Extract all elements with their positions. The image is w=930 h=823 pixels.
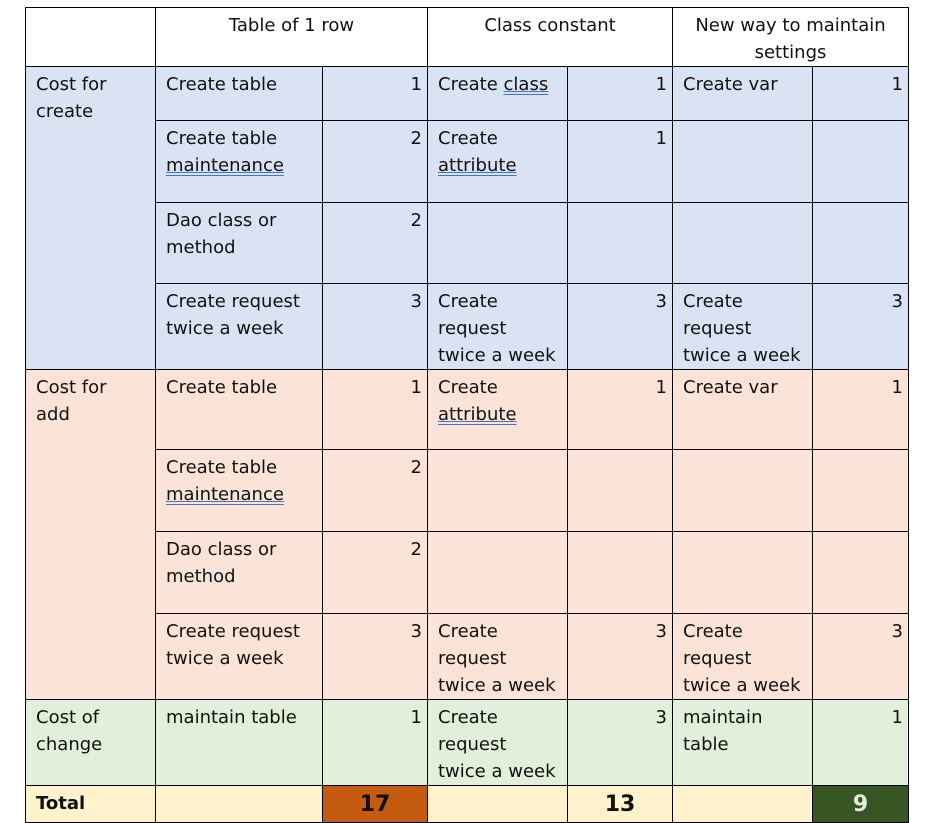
table-cell: Create attribute: [428, 121, 568, 203]
corner-cell: [26, 8, 156, 67]
table-cell: Create class: [428, 67, 568, 121]
table-cell-value: 3: [568, 284, 673, 370]
table-cell-value: 3: [568, 614, 673, 700]
table-row: [26, 450, 909, 532]
table-cell: [673, 450, 813, 532]
table-cell: [428, 450, 568, 532]
table-cell-value: 3: [813, 284, 909, 370]
table-cell: Create table maintenance: [156, 121, 323, 203]
table-cell: [673, 532, 813, 614]
table-cell-value: 1: [568, 370, 673, 450]
table-cell-value: 1: [813, 370, 909, 450]
total-new-way: 9: [813, 786, 909, 823]
total-spacer: [156, 786, 323, 823]
table-cell: Create request twice a week: [428, 614, 568, 700]
table-cell-value: [568, 203, 673, 284]
table-row: [26, 203, 909, 284]
table-row: [26, 121, 909, 203]
table-cell: maintain table: [673, 700, 813, 786]
table-cell-value: 2: [323, 532, 428, 614]
table-cell-value: 3: [568, 700, 673, 786]
table-cell: Create table maintenance: [156, 450, 323, 532]
table-cell: Create attribute: [428, 370, 568, 450]
table-row: [26, 370, 909, 450]
table-cell-value: 1: [813, 67, 909, 121]
table-cell: Dao class or method: [156, 203, 323, 284]
table-row: [26, 700, 909, 786]
table-cell: [673, 203, 813, 284]
table-cell: Create table: [156, 67, 323, 121]
table-cell-value: 2: [323, 121, 428, 203]
table-cell: [673, 121, 813, 203]
table-cell: Create request twice a week: [156, 284, 323, 370]
table-cell-value: 1: [568, 67, 673, 121]
table-cell-value: [568, 450, 673, 532]
table-cell-value: 1: [323, 700, 428, 786]
table-cell-value: [813, 203, 909, 284]
table-cell: Create var: [673, 370, 813, 450]
column-header-table-of-1-row: Table of 1 row: [156, 8, 428, 67]
table-cell: Create request twice a week: [156, 614, 323, 700]
cost-comparison-table: [25, 7, 909, 823]
table-cell: [428, 203, 568, 284]
table-cell-value: 1: [813, 700, 909, 786]
border-tick: [25, 806, 26, 820]
table-cell: Create var: [673, 67, 813, 121]
table-cell: Create request twice a week: [428, 700, 568, 786]
group-label-cost-of-change: Cost of change: [26, 700, 156, 786]
table-cell-value: 2: [323, 203, 428, 284]
table-cell: Create request twice a week: [673, 614, 813, 700]
table-cell-value: 3: [323, 284, 428, 370]
table-cell-value: 1: [323, 370, 428, 450]
table-row: [26, 614, 909, 700]
table-row: [26, 532, 909, 614]
total-spacer: [673, 786, 813, 823]
table-cell: Create request twice a week: [673, 284, 813, 370]
table-row: [26, 67, 909, 121]
table-cell-value: 2: [323, 450, 428, 532]
table-cell-value: [813, 450, 909, 532]
table-row: [26, 284, 909, 370]
table-cell-value: 1: [323, 67, 428, 121]
table-cell-value: [568, 532, 673, 614]
column-header-class-constant: Class constant: [428, 8, 673, 67]
table-cell-value: 3: [323, 614, 428, 700]
table-cell: Create table: [156, 370, 323, 450]
table-cell-value: [813, 121, 909, 203]
table-cell: Create request twice a week: [428, 284, 568, 370]
total-table-of-1-row: 17: [323, 786, 428, 823]
table-cell: Dao class or method: [156, 532, 323, 614]
group-label-cost-for-add: Cost for add: [26, 370, 156, 700]
total-spacer: [428, 786, 568, 823]
header-row: [26, 8, 909, 67]
table-cell: maintain table: [156, 700, 323, 786]
table-cell: [428, 532, 568, 614]
total-class-constant: 13: [568, 786, 673, 823]
total-row: [26, 786, 909, 823]
column-header-new-way: New way to maintain settings: [673, 8, 909, 67]
total-label: Total: [26, 786, 156, 823]
table-cell-value: 1: [568, 121, 673, 203]
table-cell-value: 3: [813, 614, 909, 700]
group-label-cost-for-create: Cost for create: [26, 67, 156, 370]
table-cell-value: [813, 532, 909, 614]
